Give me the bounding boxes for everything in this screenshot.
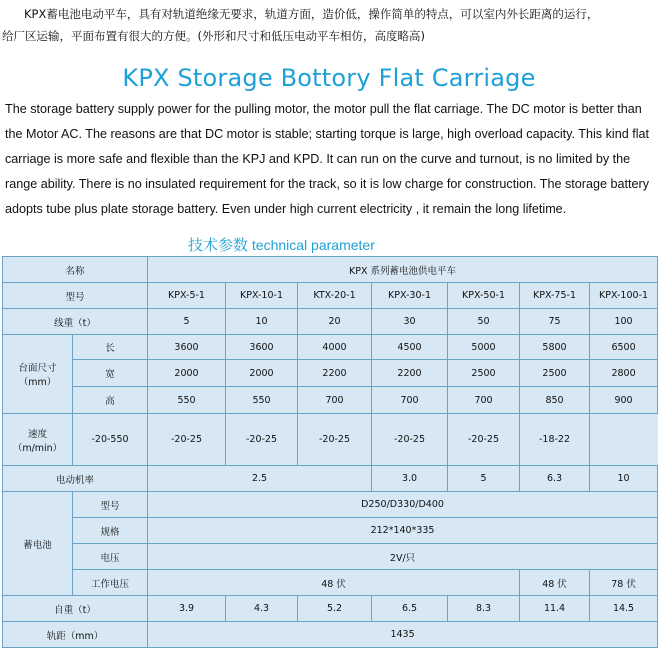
speed-cell: -20-25 — [448, 414, 520, 466]
table-row — [3, 570, 658, 596]
subtitle-en: technical parameter — [248, 237, 375, 253]
motor-label: 电动机率 — [3, 466, 148, 492]
english-description — [5, 97, 655, 222]
width-cell: 2000 — [148, 360, 226, 387]
bat-work-label: 工作电压 — [73, 570, 148, 596]
model-cell: KPX-30-1 — [372, 283, 448, 309]
table-row — [3, 335, 658, 360]
width-cell: 2000 — [226, 360, 298, 387]
table-row — [3, 544, 658, 570]
length-cell: 4500 — [372, 335, 448, 360]
height-cell: 850 — [520, 387, 590, 414]
gauge-value: 1435 — [148, 622, 658, 648]
load-cell: 50 — [448, 309, 520, 335]
speed-cell: -18-22 — [520, 414, 590, 466]
model-cell: KPX-75-1 — [520, 283, 590, 309]
load-cell: 100 — [590, 309, 658, 335]
chinese-intro — [2, 3, 654, 47]
table-row — [3, 466, 658, 492]
table-row — [3, 387, 658, 414]
height-cell: 550 — [226, 387, 298, 414]
speed-label-2: （m/min） — [12, 442, 63, 454]
width-cell: 2500 — [448, 360, 520, 387]
height-cell: 700 — [448, 387, 520, 414]
width-cell: 2500 — [520, 360, 590, 387]
weight-cell: 8.3 — [448, 596, 520, 622]
bat-spec-value: 212*140*335 — [148, 518, 658, 544]
description-line-1: The storage battery supply power for the pulling motor, the motor pull the flat carriage. The DC motor is better than — [5, 102, 642, 116]
width-cell: 2200 — [298, 360, 372, 387]
width-cell: 2200 — [372, 360, 448, 387]
table-row — [3, 283, 658, 309]
bat-model-label: 型号 — [73, 492, 148, 518]
description-line-2: the Motor AC. The reasons are that DC motor is stable; starting torque is large, high overload capacity. This kind flat — [5, 127, 649, 141]
chinese-intro-line-1: KPX蓄电池电动平车，具有对轨道绝缘无要求，轨道方面，造价低，操作简单的特点，可以室内外长距离的运行， — [24, 7, 599, 21]
weight-cell: 4.3 — [226, 596, 298, 622]
motor-value-e: 10 — [590, 466, 658, 492]
length-cell: 5800 — [520, 335, 590, 360]
bat-work-value-b: 48 伏 — [520, 570, 590, 596]
height-cell: 550 — [148, 387, 226, 414]
parameter-table — [2, 256, 658, 648]
table-row — [3, 309, 658, 335]
table-row — [3, 360, 658, 387]
size-label — [3, 335, 73, 414]
page-title: KPX Storage Bottory Flat Carriage — [122, 64, 536, 92]
table-row — [3, 257, 658, 283]
load-cell: 20 — [298, 309, 372, 335]
width-label: 宽 — [73, 360, 148, 387]
load-cell: 10 — [226, 309, 298, 335]
motor-value-d: 6.3 — [520, 466, 590, 492]
length-cell: 6500 — [590, 335, 658, 360]
weight-cell: 5.2 — [298, 596, 372, 622]
speed-cell: -20-25 — [372, 414, 448, 466]
description-line-3: carriage is more safe and flexible than the KPJ and KPD. It can run on the curve and turnout, is no limited by the — [5, 152, 631, 166]
speed-label-1: 速度 — [27, 428, 47, 440]
model-cell: KPX-10-1 — [226, 283, 298, 309]
load-cell: 30 — [372, 309, 448, 335]
table-row — [3, 492, 658, 518]
height-label: 高 — [73, 387, 148, 414]
height-cell: 700 — [372, 387, 448, 414]
size-label-1: 台面尺寸 — [18, 363, 57, 374]
weight-cell: 11.4 — [520, 596, 590, 622]
model-cell: KPX-100-1 — [590, 283, 658, 309]
speed-cell: -20-25 — [226, 414, 298, 466]
model-cell: KPX-5-1 — [148, 283, 226, 309]
subtitle-cn: 技术参数 — [188, 236, 249, 254]
length-cell: 3600 — [148, 335, 226, 360]
name-value: KPX 系列蓄电池供电平车 — [148, 257, 658, 283]
load-cell: 5 — [148, 309, 226, 335]
speed-label — [3, 414, 73, 466]
table-row — [3, 596, 658, 622]
length-cell: 5000 — [448, 335, 520, 360]
height-cell: 700 — [298, 387, 372, 414]
load-label: 线重（t） — [3, 309, 148, 335]
name-label: 名称 — [3, 257, 148, 283]
length-cell: 4000 — [298, 335, 372, 360]
bat-volt-value: 2V/只 — [148, 544, 658, 570]
weight-label: 自重（t） — [3, 596, 148, 622]
model-cell: KPX-50-1 — [448, 283, 520, 309]
speed-cell: -20-550 — [73, 414, 148, 466]
gauge-label: 轨距（mm） — [3, 622, 148, 648]
height-cell: 900 — [590, 387, 658, 414]
size-label-2: （mm） — [18, 377, 57, 388]
table-row — [3, 622, 658, 648]
table-row — [3, 518, 658, 544]
motor-value-b: 3.0 — [372, 466, 448, 492]
bat-volt-label: 电压 — [73, 544, 148, 570]
motor-value-a: 2.5 — [148, 466, 372, 492]
length-label: 长 — [73, 335, 148, 360]
bat-work-value-a: 48 伏 — [148, 570, 520, 596]
weight-cell: 6.5 — [372, 596, 448, 622]
model-cell: KTX-20-1 — [298, 283, 372, 309]
load-cell: 75 — [520, 309, 590, 335]
section-subtitle — [188, 234, 375, 255]
speed-cell: -20-25 — [148, 414, 226, 466]
weight-cell: 14.5 — [590, 596, 658, 622]
width-cell: 2800 — [590, 360, 658, 387]
model-label: 型号 — [3, 283, 148, 309]
bat-model-value: D250/D330/D400 — [148, 492, 658, 518]
battery-label: 蓄电池 — [3, 492, 73, 596]
bat-work-value-c: 78 伏 — [590, 570, 658, 596]
length-cell: 3600 — [226, 335, 298, 360]
description-line-4: range ability. There is no insulated requirement for the track, so it is low charge for construction. The storage battery — [5, 177, 650, 191]
chinese-intro-line-2: 给厂区运输，平面布置有很大的方便。(外形和尺寸和低压电动平车相仿，高度略高) — [2, 29, 425, 43]
speed-cell: -20-25 — [298, 414, 372, 466]
weight-cell: 3.9 — [148, 596, 226, 622]
motor-value-c: 5 — [448, 466, 520, 492]
bat-spec-label: 规格 — [73, 518, 148, 544]
table-row — [3, 414, 658, 466]
description-line-5: adopts tube plus plate storage battery. Even under high current electricity , it remain the long lifetime. — [5, 202, 567, 216]
